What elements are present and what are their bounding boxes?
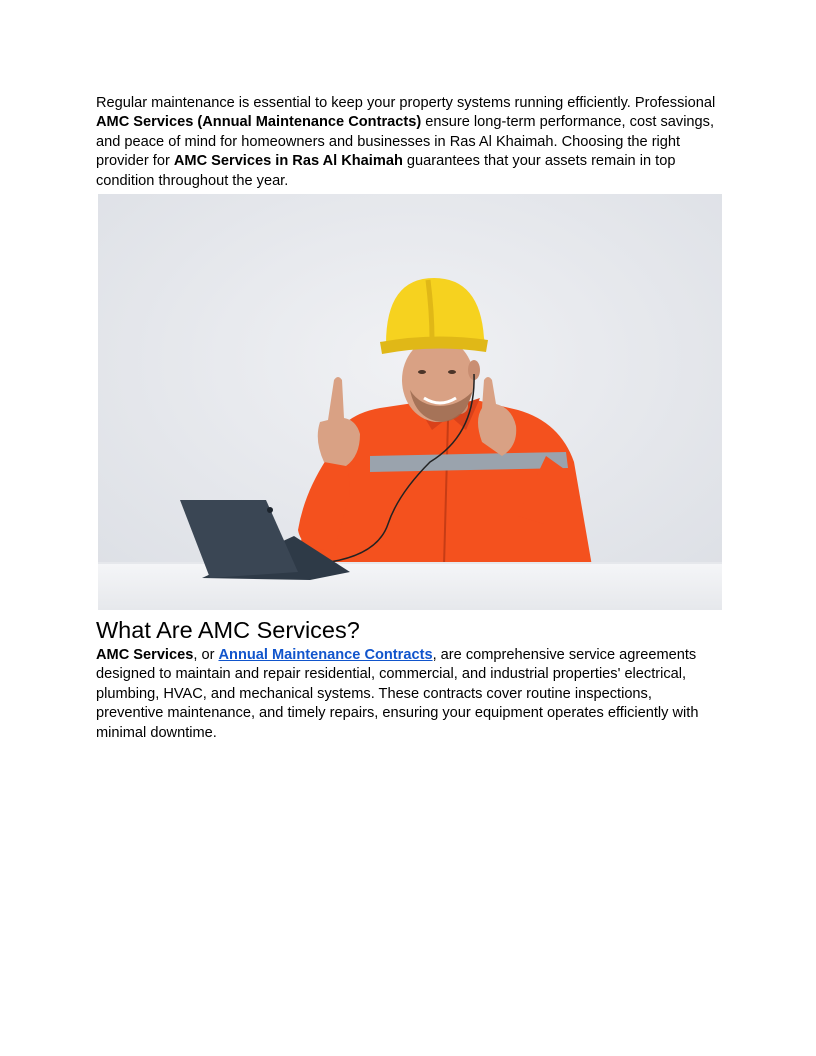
intro-text-2: ensure long-term performance, cost savings, and peace of mind for homeowners and businesses in Ras Al Khaimah. Choosing the right provider for: [96, 114, 715, 170]
desk: [98, 562, 722, 610]
section-heading: What Are AMC Services?: [96, 617, 360, 644]
section-paragraph: [96, 646, 722, 743]
eye-left: [418, 370, 426, 374]
section-bold-amc-services: AMC Services: [96, 647, 194, 664]
document-page: [96, 94, 722, 743]
intro-text-3: guarantees that your assets remain in top condition throughout the year.: [96, 153, 676, 189]
annual-maintenance-contracts-link[interactable]: Annual Maintenance Contracts: [218, 647, 433, 664]
intro-bold-amc-services: AMC Services (Annual Maintenance Contracts): [96, 114, 422, 131]
tablet-camera: [267, 507, 273, 513]
intro-paragraph: [96, 94, 722, 191]
eye-right: [448, 370, 456, 374]
maintenance-worker-photo: [98, 194, 722, 610]
section-text-2: , are comprehensive service agreements designed to maintain and repair residential, commercial, and industrial properties' electrical, plumbing, HVAC, and mechanical systems. These contracts cover routine inspections, preventive maintenance, and timely repairs, ensuring your equipment operates efficiently with minimal downtime.: [96, 647, 699, 741]
intro-text-1: Regular maintenance is essential to keep your property systems running efficiently. Professional: [96, 95, 716, 111]
section-text-1: , or: [193, 647, 219, 664]
intro-bold-ras-al-khaimah: AMC Services in Ras Al Khaimah: [173, 153, 403, 170]
